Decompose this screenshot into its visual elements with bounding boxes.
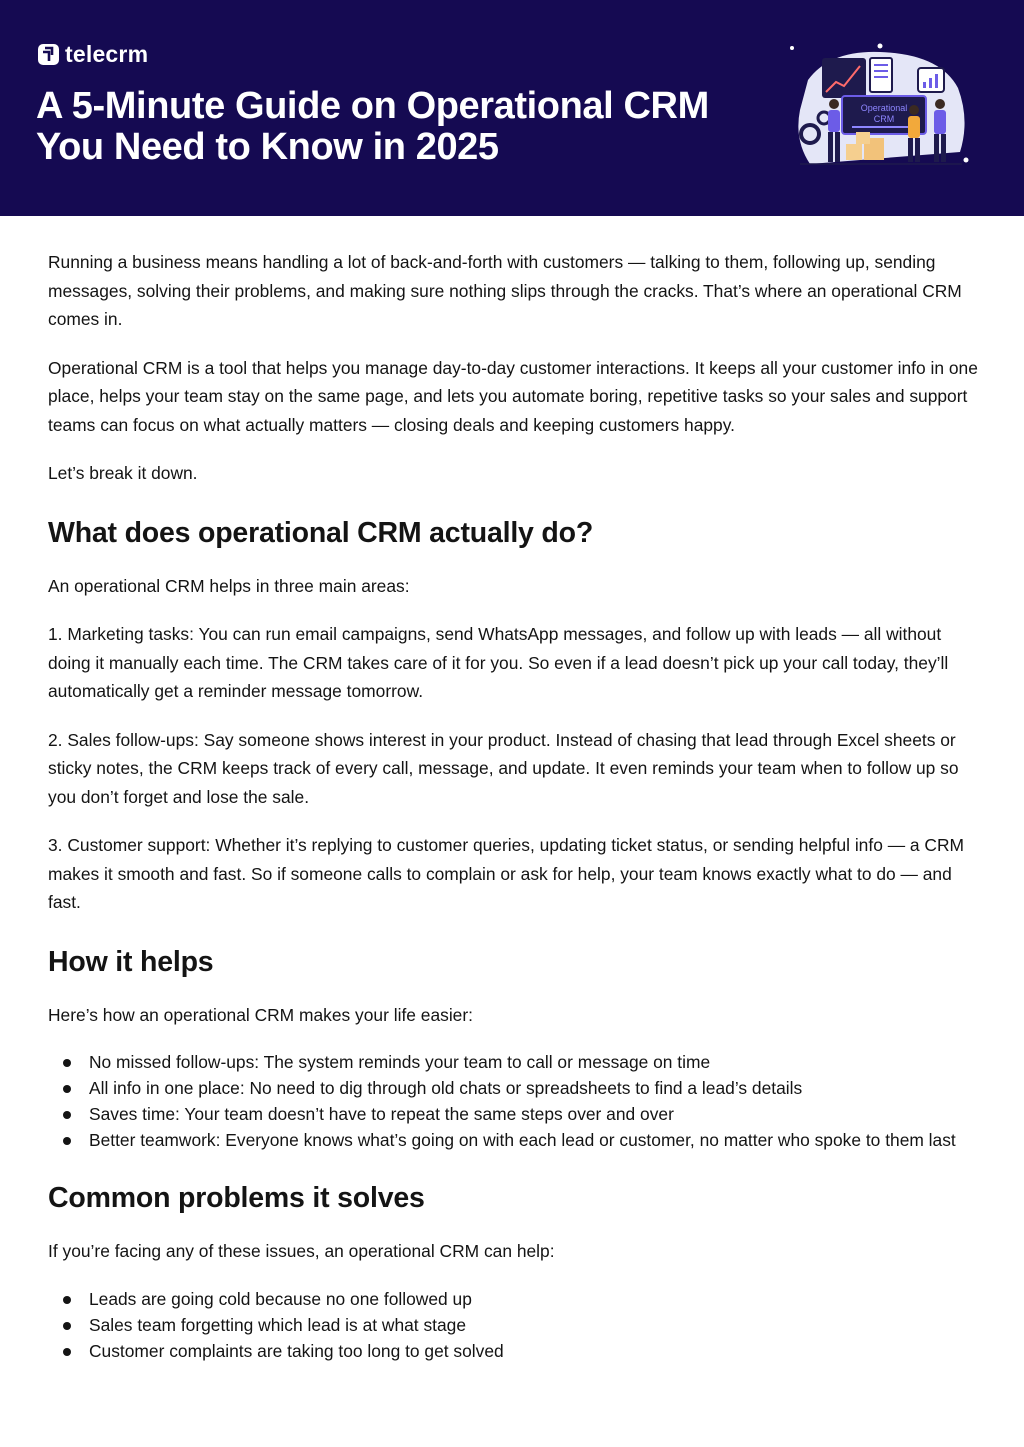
list-item: No missed follow-ups: The system reminds your team to call or message on time [48,1049,983,1075]
intro-paragraph-1: Running a business means handling a lot of back-and-forth with customers — talking to them, following up, sending messages, solving their problems, and making sure nothing slips through the cracks. That’s where an operational CRM comes in. [48,252,962,329]
list-item: All info in one place: No need to dig through old chats or spreadsheets to find a lead’s details [48,1075,983,1101]
section1-item-marketing: 1. Marketing tasks: You can run email campaigns, send WhatsApp messages, and follow up with leads — all without doing it manually each time. The CRM takes care of it for you. So even if a lead doesn’t pick up your call today, they’ll automatically get a reminder message tomorrow. [48,624,949,701]
illustration-label-crm: CRM [873,114,895,124]
operational-crm-illustration [790,40,970,172]
list-item: Saves time: Your team doesn’t have to repeat the same steps over and over [48,1101,983,1127]
telecrm-logo-icon [38,44,59,65]
section3-lead: If you’re facing any of these issues, an operational CRM can help: [48,1241,555,1261]
section1-lead: An operational CRM helps in three main areas: [48,575,410,596]
list-item: Better teamwork: Everyone knows what’s going on with each lead or customer, no matter who spoke to them last [48,1127,983,1153]
illustration-label-operational: Operational [860,103,908,113]
section-heading-what-it-does: What does operational CRM actually do? [48,516,594,549]
problems-list [48,1286,983,1364]
article-body [48,248,983,1384]
list-item: Customer complaints are taking too long to get solved [48,1338,983,1364]
section1-item-sales: 2. Sales follow-ups: Say someone shows interest in your product. Instead of chasing that lead through Excel sheets or sticky notes, the CRM keeps track of every call, message, and update. It even reminds your team when to follow up so you don’t forget and lose the sale. [48,729,959,807]
brand-name: telecrm [65,41,149,67]
header-banner [0,0,1024,216]
page-title: A 5-Minute Guide on Operational CRM You Need to Know in 2025 [36,85,709,168]
brand-logo[interactable] [38,42,148,66]
section1-item-support: 3. Customer support: Whether it’s replying to customer queries, updating ticket status, or sending helpful info — a CRM makes it smooth and fast. So if someone calls to complain or ask for help, your team knows exactly what to do — and fast. [48,835,965,912]
intro-paragraph-3: Let’s break it down. [48,463,198,483]
section-heading-how-it-helps: How it helps [48,945,214,978]
list-item: Leads are going cold because no one followed up [48,1286,983,1312]
benefits-list [48,1049,983,1153]
section2-lead: Here’s how an operational CRM makes your life easier: [48,1004,473,1025]
section-heading-common-problems: Common problems it solves [48,1182,425,1214]
list-item: Sales team forgetting which lead is at what stage [48,1312,983,1338]
intro-paragraph-2: Operational CRM is a tool that helps you manage day-to-day customer interactions. It keeps all your customer info in one place, helps your team stay on the same page, and lets you automate boring, repetitive tasks so your sales and support teams can focus on what actually matters — closing deals and keeping customers happy. [48,357,978,435]
